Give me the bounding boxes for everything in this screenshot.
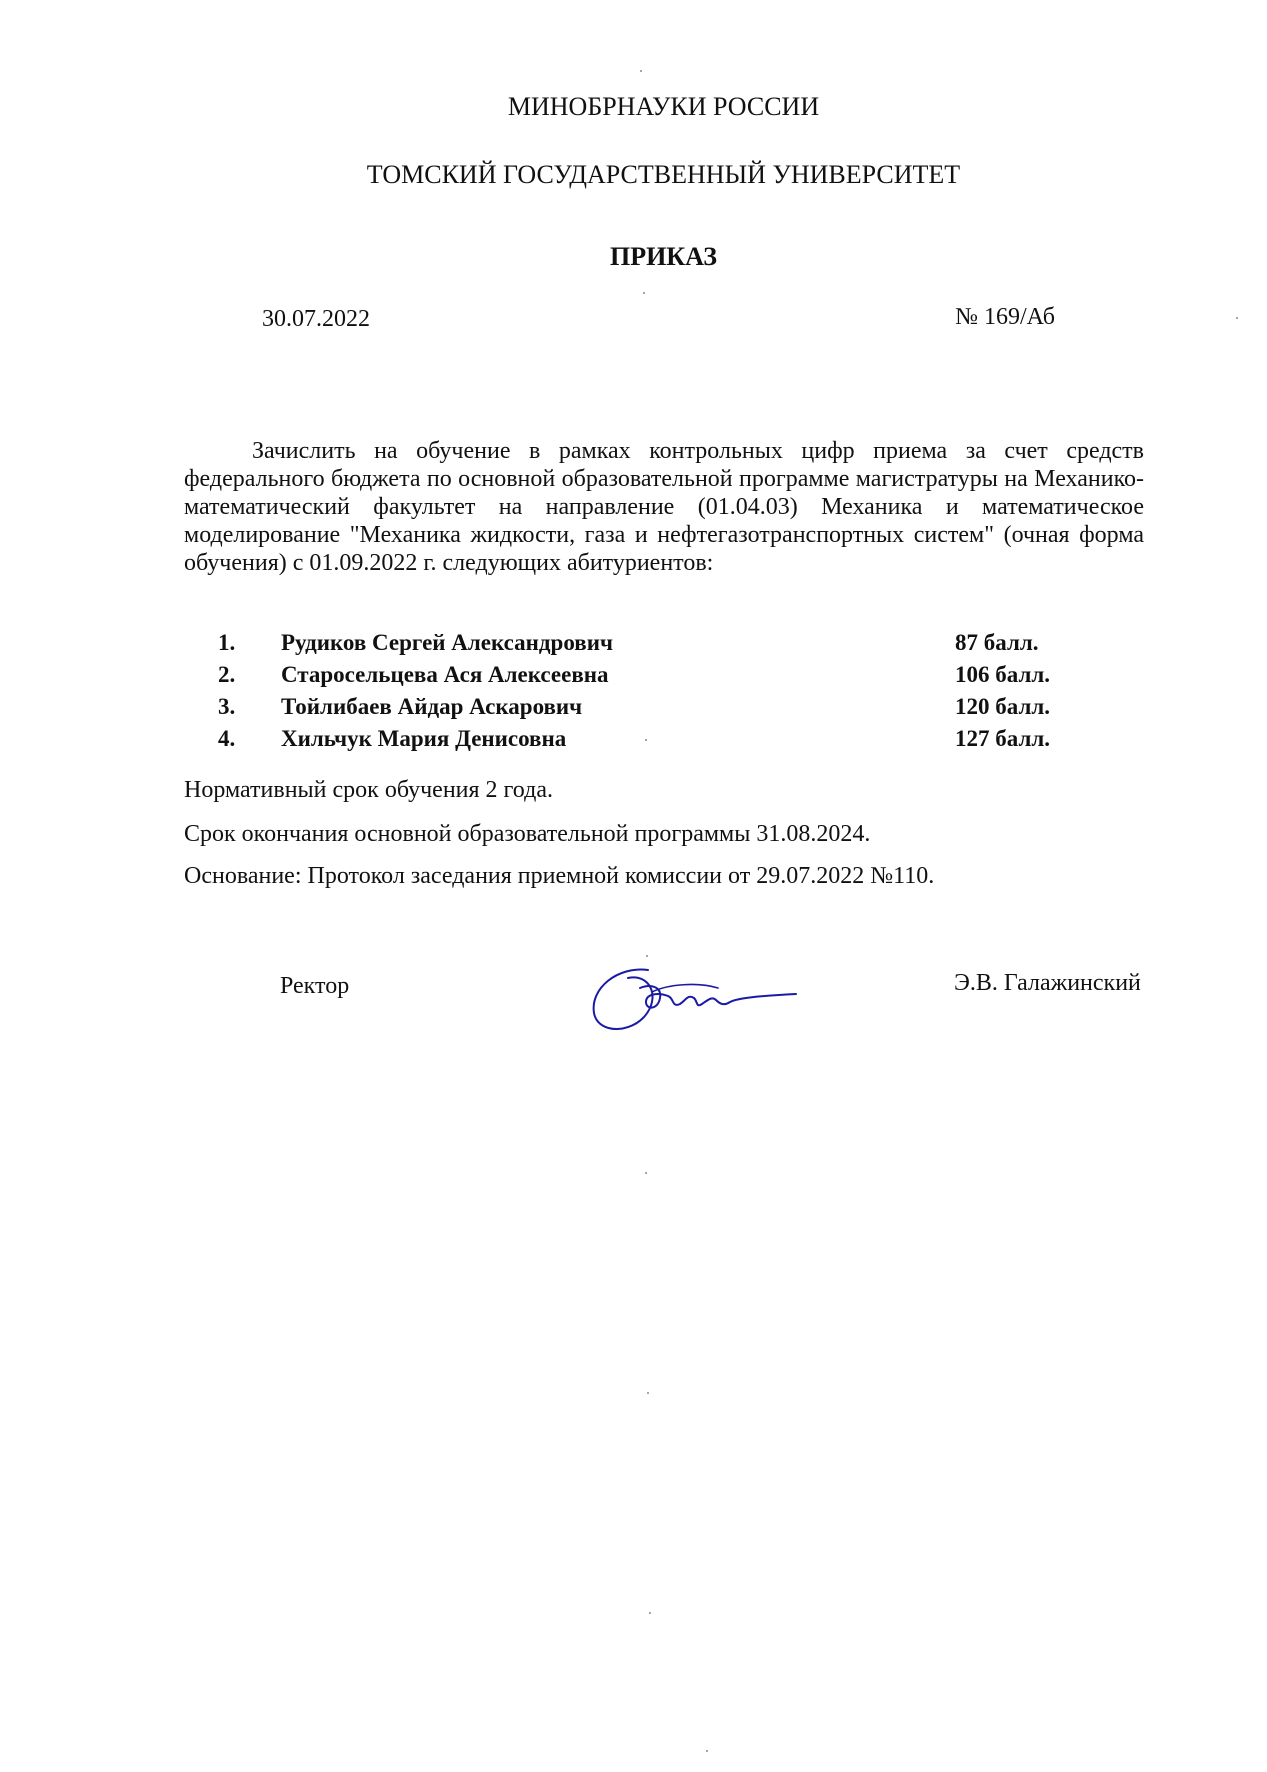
study-duration-note: Нормативный срок обучения 2 года.	[184, 777, 553, 803]
scan-speck	[645, 739, 647, 741]
scan-speck	[706, 1750, 708, 1752]
document-type: ПРИКАЗ	[609, 242, 718, 271]
order-number: № 169/Аб	[955, 304, 1055, 330]
applicant-row	[0, 726, 1267, 758]
scan-speck	[1236, 317, 1238, 319]
applicant-name: Хильчук Мария Денисовна	[281, 726, 567, 751]
order-body-text: Зачислить на обучение в рамках контрольных цифр приема за счет средств федерального бюджета по основной образовательной программе магистратуры на Механико-математический факультет на направление (01.04.03) Механика и математическое моделирование "Механика жидкости, газа и нефтегазотранспортных систем" (очная форма обучения) с 01.09.2022 г. следующих абитуриентов:	[184, 438, 1144, 576]
applicant-name: Рудиков Сергей Александрович	[281, 630, 613, 655]
applicant-name: Старосельцева Ася Алексеевна	[281, 662, 609, 687]
scan-speck	[643, 292, 645, 294]
applicant-row	[0, 630, 1267, 662]
applicant-row	[0, 662, 1267, 694]
applicant-number: 4.	[218, 726, 236, 751]
applicant-score: 87 балл.	[955, 630, 1039, 655]
applicant-number: 1.	[218, 630, 236, 655]
scan-speck	[640, 70, 642, 72]
applicant-score: 106 балл.	[955, 662, 1051, 687]
university-title: ТОМСКИЙ ГОСУДАРСТВЕННЫЙ УНИВЕРСИТЕТ	[366, 160, 961, 189]
signer-position: Ректор	[280, 973, 350, 999]
scan-speck	[646, 955, 648, 957]
program-end-note: Срок окончания основной образовательной программы 31.08.2024.	[184, 821, 871, 847]
applicant-number: 3.	[218, 694, 236, 719]
applicant-number: 2.	[218, 662, 236, 687]
order-date: 30.07.2022	[262, 306, 370, 332]
basis-note: Основание: Протокол заседания приемной комиссии от 29.07.2022 №110.	[184, 863, 935, 889]
applicant-row	[0, 694, 1267, 726]
applicant-name: Тойлибаев Айдар Аскарович	[281, 694, 583, 719]
signer-name: Э.В. Галажинский	[954, 970, 1141, 996]
applicant-score: 127 балл.	[955, 726, 1051, 751]
scan-speck	[645, 1172, 647, 1174]
scan-speck	[649, 1612, 651, 1614]
applicant-score: 120 балл.	[955, 694, 1051, 719]
scan-speck	[647, 1392, 649, 1394]
handwritten-signature	[588, 958, 810, 1038]
ministry-title: МИНОБРНАУКИ РОССИИ	[507, 92, 820, 121]
